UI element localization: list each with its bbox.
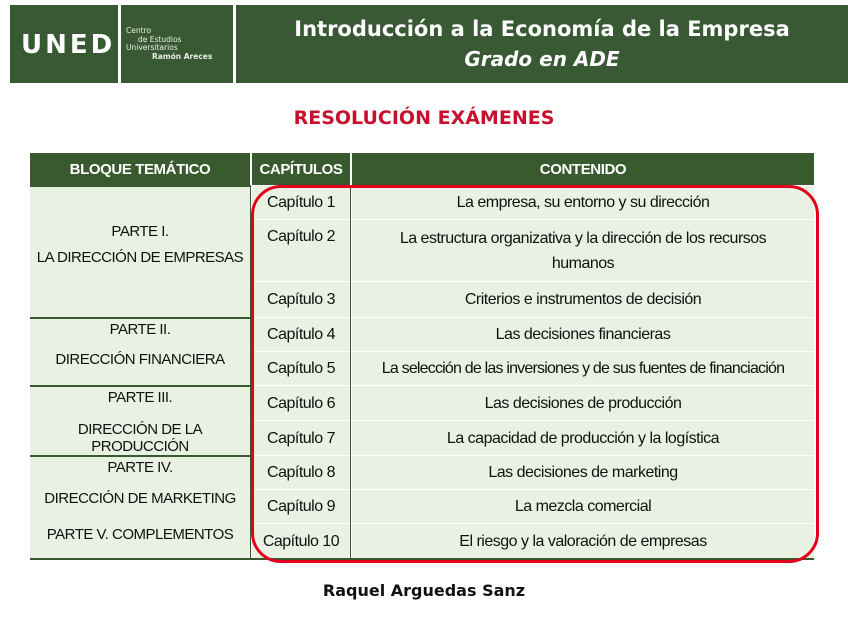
- course-subtitle: Grado en ADE: [464, 47, 620, 71]
- uned-logo: [10, 5, 118, 83]
- chapter-cell: Capítulo 4: [252, 317, 350, 351]
- chapter-cell: Capítulo 1: [252, 185, 350, 219]
- content-cell: Las decisiones de marketing: [352, 455, 814, 489]
- chapter-cell: Capítulo 6: [252, 385, 350, 420]
- content-cell: La estructura organizativa y la dirección de los recursos humanos: [352, 219, 814, 281]
- highlight-outline: [251, 185, 819, 563]
- block-part-1: [30, 185, 250, 317]
- content-cell: La empresa, su entorno y su dirección: [352, 185, 814, 219]
- page-heading: RESOLUCIÓN EXÁMENES: [293, 107, 555, 129]
- block-part-2: [30, 317, 250, 385]
- centro-line-3: Universitarios: [126, 43, 178, 52]
- author-name: Raquel Arguedas Sanz: [322, 581, 526, 600]
- content-cell: La mezcla comercial: [352, 489, 814, 523]
- block-part-1-line-1: PARTE I.: [111, 223, 169, 240]
- block-part-4-line-1: PARTE IV.: [107, 459, 173, 476]
- block-part-4-5: [30, 455, 250, 558]
- chapter-cell: Capítulo 9: [252, 489, 350, 523]
- chapter-cell: Capítulo 2: [252, 219, 350, 281]
- block-part-3-line-2: DIRECCIÓN DE LA PRODUCCIÓN: [77, 421, 203, 455]
- content-cell: Las decisiones financieras: [352, 317, 814, 351]
- chapter-cell: Capítulo 8: [252, 455, 350, 489]
- content-cell: El riesgo y la valoración de empresas: [352, 523, 814, 558]
- block-part-5-line: PARTE V. COMPLEMENTOS: [46, 526, 234, 543]
- centro-logo: [121, 5, 233, 83]
- column-header-chapters: CAPÍTULOS: [252, 153, 350, 185]
- course-title: Introducción a la Economía de la Empresa: [294, 17, 790, 41]
- uned-logo-text: UNED: [21, 30, 116, 60]
- block-part-2-line-2: DIRECCIÓN FINANCIERA: [55, 351, 225, 368]
- block-part-3-line-1: PARTE III.: [107, 389, 173, 406]
- block-part-2-line-1: PARTE II.: [109, 321, 171, 338]
- content-cell: Las decisiones de producción: [352, 385, 814, 420]
- header-banner: [236, 5, 848, 83]
- chapter-cell: Capítulo 5: [252, 351, 350, 385]
- content-cell: Criterios e instrumentos de decisión: [352, 281, 814, 317]
- centro-line-1: Centro: [126, 26, 152, 35]
- column-header-content: CONTENIDO: [352, 153, 814, 185]
- chapter-cell: Capítulo 10: [252, 523, 350, 558]
- content-cell: La selección de las inversiones y de sus fuentes de financiación: [352, 351, 814, 385]
- centro-line-2: de Estudios: [138, 34, 182, 44]
- block-part-3: [30, 385, 250, 455]
- chapter-cell: Capítulo 3: [252, 281, 350, 317]
- block-part-4-line-2: DIRECCIÓN DE MARKETING: [44, 490, 236, 507]
- content-cell: La capacidad de producción y la logística: [352, 420, 814, 455]
- centro-line-4: Ramón Areces: [152, 51, 213, 61]
- column-header-block: BLOQUE TEMÁTICO: [30, 153, 250, 185]
- block-part-1-line-2: LA DIRECCIÓN DE EMPRESAS: [36, 249, 244, 266]
- chapter-cell: Capítulo 7: [252, 420, 350, 455]
